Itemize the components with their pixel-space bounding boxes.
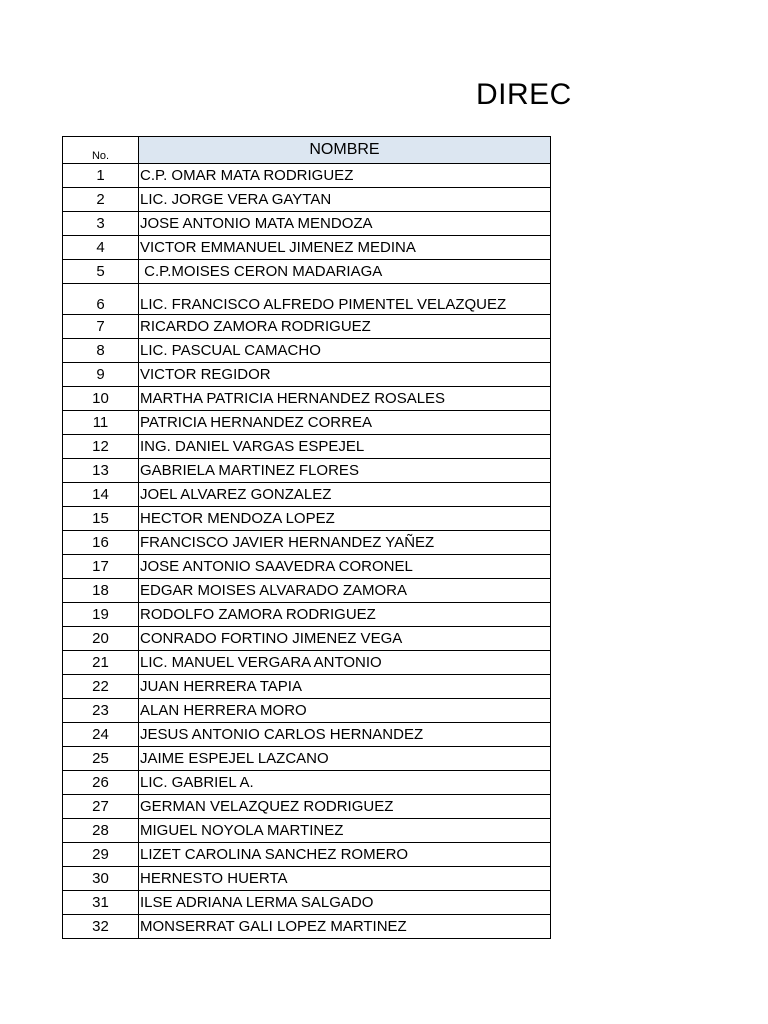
table-row xyxy=(63,531,551,555)
row-number: 21 xyxy=(63,651,139,675)
row-number: 1 xyxy=(63,164,139,188)
row-name: MARTHA PATRICIA HERNANDEZ ROSALES xyxy=(139,387,551,411)
table-row xyxy=(63,315,551,339)
table-row xyxy=(63,627,551,651)
table-row xyxy=(63,164,551,188)
table-row xyxy=(63,284,551,315)
row-number: 13 xyxy=(63,459,139,483)
row-name: JAIME ESPEJEL LAZCANO xyxy=(139,747,551,771)
row-number: 15 xyxy=(63,507,139,531)
row-number: 8 xyxy=(63,339,139,363)
row-number: 6 xyxy=(63,284,139,315)
row-name: CONRADO FORTINO JIMENEZ VEGA xyxy=(139,627,551,651)
row-name: HERNESTO HUERTA xyxy=(139,867,551,891)
row-name: LIC. GABRIEL A. xyxy=(139,771,551,795)
row-number: 4 xyxy=(63,236,139,260)
table-row xyxy=(63,363,551,387)
table-header-row xyxy=(63,137,551,164)
table-row xyxy=(63,747,551,771)
table-row xyxy=(63,651,551,675)
row-name: RICARDO ZAMORA RODRIGUEZ xyxy=(139,315,551,339)
table-row xyxy=(63,843,551,867)
table-row xyxy=(63,771,551,795)
table-row xyxy=(63,675,551,699)
row-name: ALAN HERRERA MORO xyxy=(139,699,551,723)
row-number: 28 xyxy=(63,819,139,843)
table-row xyxy=(63,411,551,435)
table-row xyxy=(63,339,551,363)
row-number: 3 xyxy=(63,212,139,236)
row-number: 20 xyxy=(63,627,139,651)
row-name: LIC. MANUEL VERGARA ANTONIO xyxy=(139,651,551,675)
table-row xyxy=(63,387,551,411)
row-name: GABRIELA MARTINEZ FLORES xyxy=(139,459,551,483)
row-name: PATRICIA HERNANDEZ CORREA xyxy=(139,411,551,435)
row-number: 16 xyxy=(63,531,139,555)
row-name: ILSE ADRIANA LERMA SALGADO xyxy=(139,891,551,915)
row-name: JUAN HERRERA TAPIA xyxy=(139,675,551,699)
row-name: RODOLFO ZAMORA RODRIGUEZ xyxy=(139,603,551,627)
table-row xyxy=(63,260,551,284)
column-header-name: NOMBRE xyxy=(139,137,551,164)
row-name: VICTOR EMMANUEL JIMENEZ MEDINA xyxy=(139,236,551,260)
table-row xyxy=(63,795,551,819)
row-name: LIC. FRANCISCO ALFREDO PIMENTEL VELAZQUEZ xyxy=(139,284,551,315)
row-name: JOEL ALVAREZ GONZALEZ xyxy=(139,483,551,507)
row-number: 22 xyxy=(63,675,139,699)
column-header-no: No. xyxy=(63,137,139,164)
table-row xyxy=(63,579,551,603)
row-number: 18 xyxy=(63,579,139,603)
row-number: 5 xyxy=(63,260,139,284)
row-name: JOSE ANTONIO SAAVEDRA CORONEL xyxy=(139,555,551,579)
row-name: JESUS ANTONIO CARLOS HERNANDEZ xyxy=(139,723,551,747)
table-row xyxy=(63,555,551,579)
row-name: HECTOR MENDOZA LOPEZ xyxy=(139,507,551,531)
table-row xyxy=(63,507,551,531)
table-row xyxy=(63,435,551,459)
row-name: MONSERRAT GALI LOPEZ MARTINEZ xyxy=(139,915,551,939)
row-number: 11 xyxy=(63,411,139,435)
row-name: LIZET CAROLINA SANCHEZ ROMERO xyxy=(139,843,551,867)
row-number: 12 xyxy=(63,435,139,459)
table-row xyxy=(63,188,551,212)
row-name: MIGUEL NOYOLA MARTINEZ xyxy=(139,819,551,843)
directory-table xyxy=(62,136,551,939)
row-number: 25 xyxy=(63,747,139,771)
row-number: 31 xyxy=(63,891,139,915)
row-name: FRANCISCO JAVIER HERNANDEZ YAÑEZ xyxy=(139,531,551,555)
table-row xyxy=(63,483,551,507)
row-number: 9 xyxy=(63,363,139,387)
row-number: 32 xyxy=(63,915,139,939)
row-number: 23 xyxy=(63,699,139,723)
table-row xyxy=(63,236,551,260)
table-row xyxy=(63,915,551,939)
table-row xyxy=(63,891,551,915)
table-row xyxy=(63,603,551,627)
table-row xyxy=(63,723,551,747)
table-row xyxy=(63,212,551,236)
row-number: 24 xyxy=(63,723,139,747)
table-row xyxy=(63,459,551,483)
row-name: JOSE ANTONIO MATA MENDOZA xyxy=(139,212,551,236)
table-body xyxy=(63,164,551,939)
row-name: LIC. JORGE VERA GAYTAN xyxy=(139,188,551,212)
row-name: EDGAR MOISES ALVARADO ZAMORA xyxy=(139,579,551,603)
row-number: 17 xyxy=(63,555,139,579)
row-name: VICTOR REGIDOR xyxy=(139,363,551,387)
row-number: 26 xyxy=(63,771,139,795)
row-number: 2 xyxy=(63,188,139,212)
row-number: 29 xyxy=(63,843,139,867)
table-row xyxy=(63,819,551,843)
row-name: GERMAN VELAZQUEZ RODRIGUEZ xyxy=(139,795,551,819)
table-row xyxy=(63,699,551,723)
row-name: C.P.MOISES CERON MADARIAGA xyxy=(139,260,551,284)
page-title-clip xyxy=(476,76,572,116)
page-title: DIREC xyxy=(476,78,572,111)
row-name: ING. DANIEL VARGAS ESPEJEL xyxy=(139,435,551,459)
row-number: 14 xyxy=(63,483,139,507)
row-name: C.P. OMAR MATA RODRIGUEZ xyxy=(139,164,551,188)
row-number: 7 xyxy=(63,315,139,339)
row-number: 30 xyxy=(63,867,139,891)
row-number: 10 xyxy=(63,387,139,411)
row-number: 19 xyxy=(63,603,139,627)
row-name: LIC. PASCUAL CAMACHO xyxy=(139,339,551,363)
table-row xyxy=(63,867,551,891)
row-number: 27 xyxy=(63,795,139,819)
